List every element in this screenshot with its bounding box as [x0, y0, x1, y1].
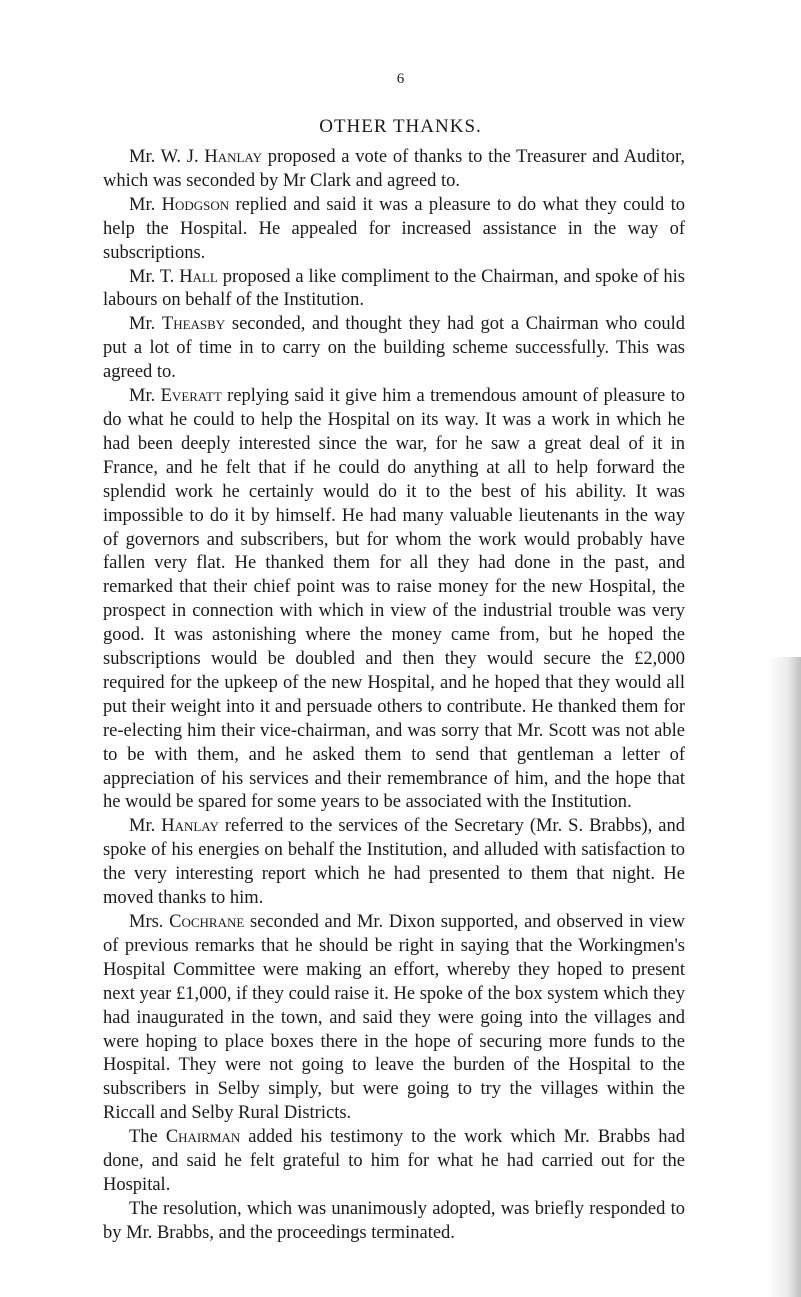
paragraph: Mr. Everatt replying said it give him a tremendous amount of pleasure to do what he could to help the Hospital on its way. It was a work in which he had been deeply interested since the war, for he saw a great deal of it in France, and he felt that if he could do anything at all to help forward the splendid work he certainly would do it to the best of his ability. It was impossible to do it by himself. He had many valuable lieutenants in the way of governors and subscribers, but for whom the work would probably have fallen very flat. He thanked them for all they had done in the past, and remarked that their chief point was to raise money for the new Hospital, the prospect in connection with which in view of the industrial trouble was very good. It was astonishing where the money came from, but he hoped the subscriptions would be doubled and then they would secure the £2,000 required for the upkeep of the new Hospital, and he hoped that they would all put their weight into it and persuade others to contribute. He thanked them for re-electing him their vice-chairman, and was sorry that Mr. Scott was not able to be with them, and he asked them to send that gentleman a letter of appreciation of his services and their remembrance of him, and the hope that he would be spared for some years to be associated with the Institution. — [103, 386, 686, 813]
speaker-name: Theasby — [161, 314, 226, 335]
paragraph: Mr. W. J. Hanlay proposed a vote of thanks to the Treasurer and Auditor, which was seconded by Mr Clark and agreed to. — [103, 147, 686, 191]
speaker-name: Hodgson — [161, 194, 230, 215]
speaker-name: Hanlay — [161, 816, 219, 837]
paragraph: The Chairman added his testimony to the work which Mr. Brabbs had done, and said he felt grateful to him for what he had carried out for the Hospital. — [103, 1127, 685, 1195]
speaker-name: Hall — [179, 266, 218, 287]
speaker-name: Hanlay — [204, 147, 262, 167]
section-title: OTHER THANKS. — [319, 116, 482, 137]
body-text — [103, 146, 685, 1246]
speaker-name: Chairman — [165, 1127, 241, 1148]
page-edge-shadow — [767, 657, 801, 1297]
paragraph: Mr. Hanlay referred to the services of the Secretary (Mr. S. Brabbs), and spoke of his energies on behalf the Institution, and alluded with satisfaction to the very interesting report which he had presented to them that night. He moved thanks to him. — [103, 816, 686, 909]
paragraph: Mrs. Cochrane seconded and Mr. Dixon supported, and observed in view of previous remarks that he should be right in saying that the Workingmen's Hospital Committee were making an effort, whereby they hoped to present next year £1,000, if they could raise it. He spoke of the box system which they had inaugurated in the town, and said they were going into the villages and were hoping to place boxes there in the hope of securing more funds to the Hospital. They were not going to leave the burden of the Hospital to the subscribers in Selby simply, but were going to try the villages within the Riccall and Selby Rural Districts. — [103, 912, 685, 1124]
paragraph: Mr. T. Hall proposed a like compliment to the Chairman, and spoke of his labours on behalf of the Institution. — [103, 266, 685, 311]
speaker-name: Cochrane — [169, 912, 245, 932]
paragraph: The resolution, which was unanimously adopted, was briefly responded to by Mr. Brabbs, and the proceedings terminated. — [103, 1198, 685, 1243]
page-number: 6 — [396, 71, 405, 87]
paragraph: Mr. Theasby seconded, and thought they had got a Chairman who could put a lot of time in to carry on the building scheme successfully. This was agreed to. — [103, 314, 685, 383]
paragraph: Mr. Hodgson replied and said it was a pleasure to do what they could to help the Hospital. He appealed for increased assistance in the way of subscriptions. — [103, 194, 685, 263]
speaker-name: Everatt — [160, 386, 222, 407]
